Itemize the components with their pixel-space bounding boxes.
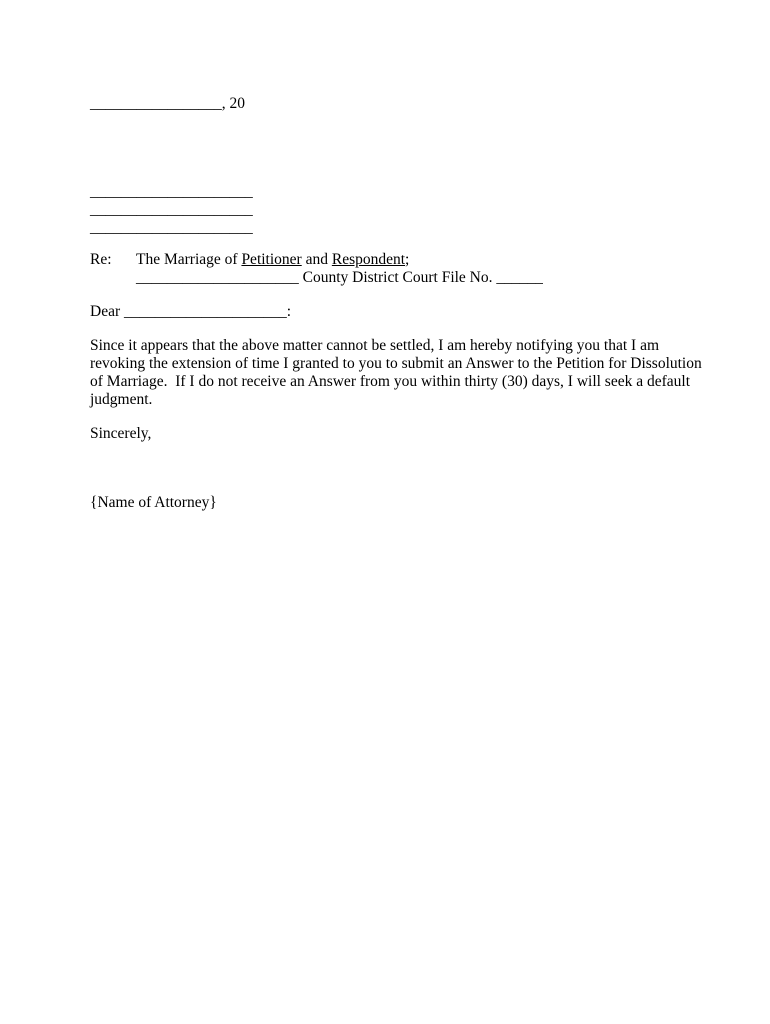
address-line-1: _____________________ (90, 183, 253, 200)
closing: Sincerely, (90, 425, 152, 442)
petitioner-text: Petitioner (241, 251, 302, 268)
signature-name: {Name of Attorney} (90, 494, 217, 511)
re-line-2: _____________________ County District Court File No. ______ (136, 269, 543, 286)
body-line: Since it appears that the above matter cannot be settled, I am hereby notifying you that I am (90, 337, 660, 354)
address-line-2: _____________________ (90, 201, 253, 218)
body-line: revoking the extension of time I granted to you to submit an Answer to the Petition for Dissolution (90, 355, 702, 372)
letter-body (90, 337, 702, 409)
date-line: _________________, 20 (90, 95, 245, 112)
body-line: of Marriage. If I do not receive an Answer from you within thirty (30) days, I will seek a default (90, 373, 691, 390)
body-line: judgment. (90, 391, 153, 408)
re-line-1 (136, 251, 409, 269)
re-label: Re: (90, 251, 112, 268)
re-and: and (301, 251, 332, 268)
re-prefix: The Marriage of (136, 251, 242, 268)
re-suffix: ; (405, 251, 410, 268)
address-line-3: _____________________ (90, 219, 253, 236)
respondent-text: Respondent (331, 251, 406, 268)
salutation: Dear _____________________: (90, 303, 292, 320)
